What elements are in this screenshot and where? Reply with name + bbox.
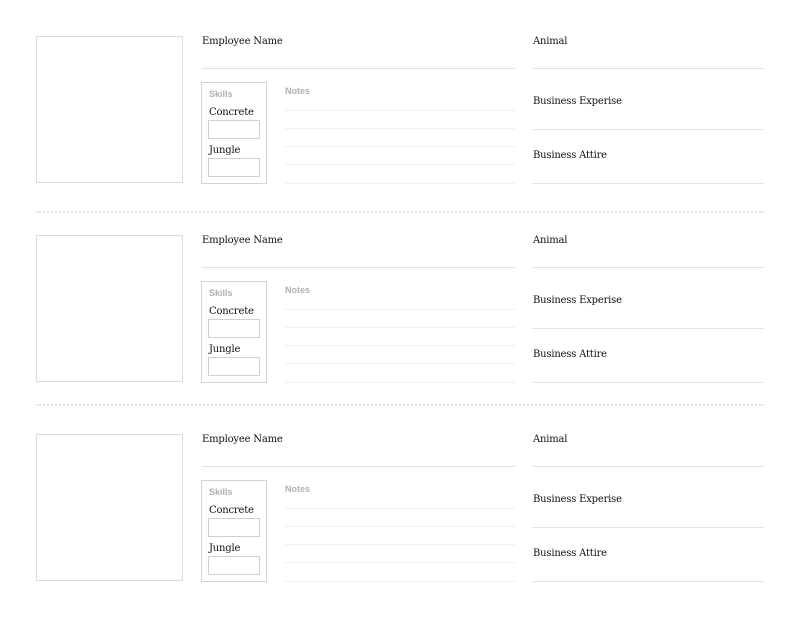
note-line[interactable] bbox=[285, 110, 515, 111]
skills-title: Skills bbox=[209, 487, 233, 497]
skills-title: Skills bbox=[209, 89, 233, 99]
note-line[interactable] bbox=[285, 382, 515, 383]
business-attire-label: Business Attire bbox=[533, 150, 607, 161]
employee-card bbox=[0, 235, 800, 385]
employee-name-label: Employee Name bbox=[202, 235, 283, 246]
animal-line[interactable] bbox=[533, 68, 764, 69]
business-expertise-line[interactable] bbox=[533, 527, 764, 528]
note-line[interactable] bbox=[285, 327, 515, 328]
note-line[interactable] bbox=[285, 164, 515, 165]
card-divider bbox=[36, 404, 764, 406]
animal-line[interactable] bbox=[533, 466, 764, 467]
animal-label: Animal bbox=[533, 235, 568, 246]
animal-line[interactable] bbox=[533, 267, 764, 268]
skill-input-jungle[interactable] bbox=[208, 556, 260, 575]
skill-input-jungle[interactable] bbox=[208, 357, 260, 376]
animal-label: Animal bbox=[533, 36, 568, 47]
business-expertise-line[interactable] bbox=[533, 129, 764, 130]
skill-input-concrete[interactable] bbox=[208, 518, 260, 537]
photo-placeholder[interactable] bbox=[36, 235, 183, 382]
skills-box bbox=[201, 480, 267, 582]
business-expertise-label: Business Experise bbox=[533, 295, 622, 306]
employee-name-line[interactable] bbox=[202, 466, 515, 467]
photo-placeholder[interactable] bbox=[36, 434, 183, 581]
notes-title: Notes bbox=[285, 285, 311, 295]
card-divider bbox=[36, 211, 764, 213]
business-attire-label: Business Attire bbox=[533, 349, 607, 360]
notes-title: Notes bbox=[285, 86, 311, 96]
employee-name-line[interactable] bbox=[202, 68, 515, 69]
note-line[interactable] bbox=[285, 562, 515, 563]
business-attire-line[interactable] bbox=[533, 581, 764, 582]
employee-name-label: Employee Name bbox=[202, 434, 283, 445]
note-line[interactable] bbox=[285, 146, 515, 147]
skill-input-jungle[interactable] bbox=[208, 158, 260, 177]
note-line[interactable] bbox=[285, 345, 515, 346]
skill-input-concrete[interactable] bbox=[208, 120, 260, 139]
business-attire-line[interactable] bbox=[533, 183, 764, 184]
note-line[interactable] bbox=[285, 128, 515, 129]
notes-title: Notes bbox=[285, 484, 311, 494]
note-line[interactable] bbox=[285, 508, 515, 509]
photo-placeholder[interactable] bbox=[36, 36, 183, 183]
skill-label-jungle: Jungle bbox=[209, 145, 241, 156]
animal-label: Animal bbox=[533, 434, 568, 445]
business-attire-label: Business Attire bbox=[533, 548, 607, 559]
skill-label-concrete: Concrete bbox=[209, 505, 254, 516]
employee-card bbox=[0, 36, 800, 186]
business-expertise-label: Business Experise bbox=[533, 96, 622, 107]
note-line[interactable] bbox=[285, 309, 515, 310]
skill-input-concrete[interactable] bbox=[208, 319, 260, 338]
employee-name-line[interactable] bbox=[202, 267, 515, 268]
skill-label-concrete: Concrete bbox=[209, 107, 254, 118]
skill-label-jungle: Jungle bbox=[209, 543, 241, 554]
note-line[interactable] bbox=[285, 544, 515, 545]
skills-title: Skills bbox=[209, 288, 233, 298]
business-expertise-line[interactable] bbox=[533, 328, 764, 329]
note-line[interactable] bbox=[285, 526, 515, 527]
skills-box bbox=[201, 281, 267, 383]
note-line[interactable] bbox=[285, 183, 515, 184]
business-expertise-label: Business Experise bbox=[533, 494, 622, 505]
employee-card bbox=[0, 434, 800, 584]
note-line[interactable] bbox=[285, 581, 515, 582]
business-attire-line[interactable] bbox=[533, 382, 764, 383]
skill-label-jungle: Jungle bbox=[209, 344, 241, 355]
skill-label-concrete: Concrete bbox=[209, 306, 254, 317]
note-line[interactable] bbox=[285, 363, 515, 364]
employee-name-label: Employee Name bbox=[202, 36, 283, 47]
skills-box bbox=[201, 82, 267, 184]
